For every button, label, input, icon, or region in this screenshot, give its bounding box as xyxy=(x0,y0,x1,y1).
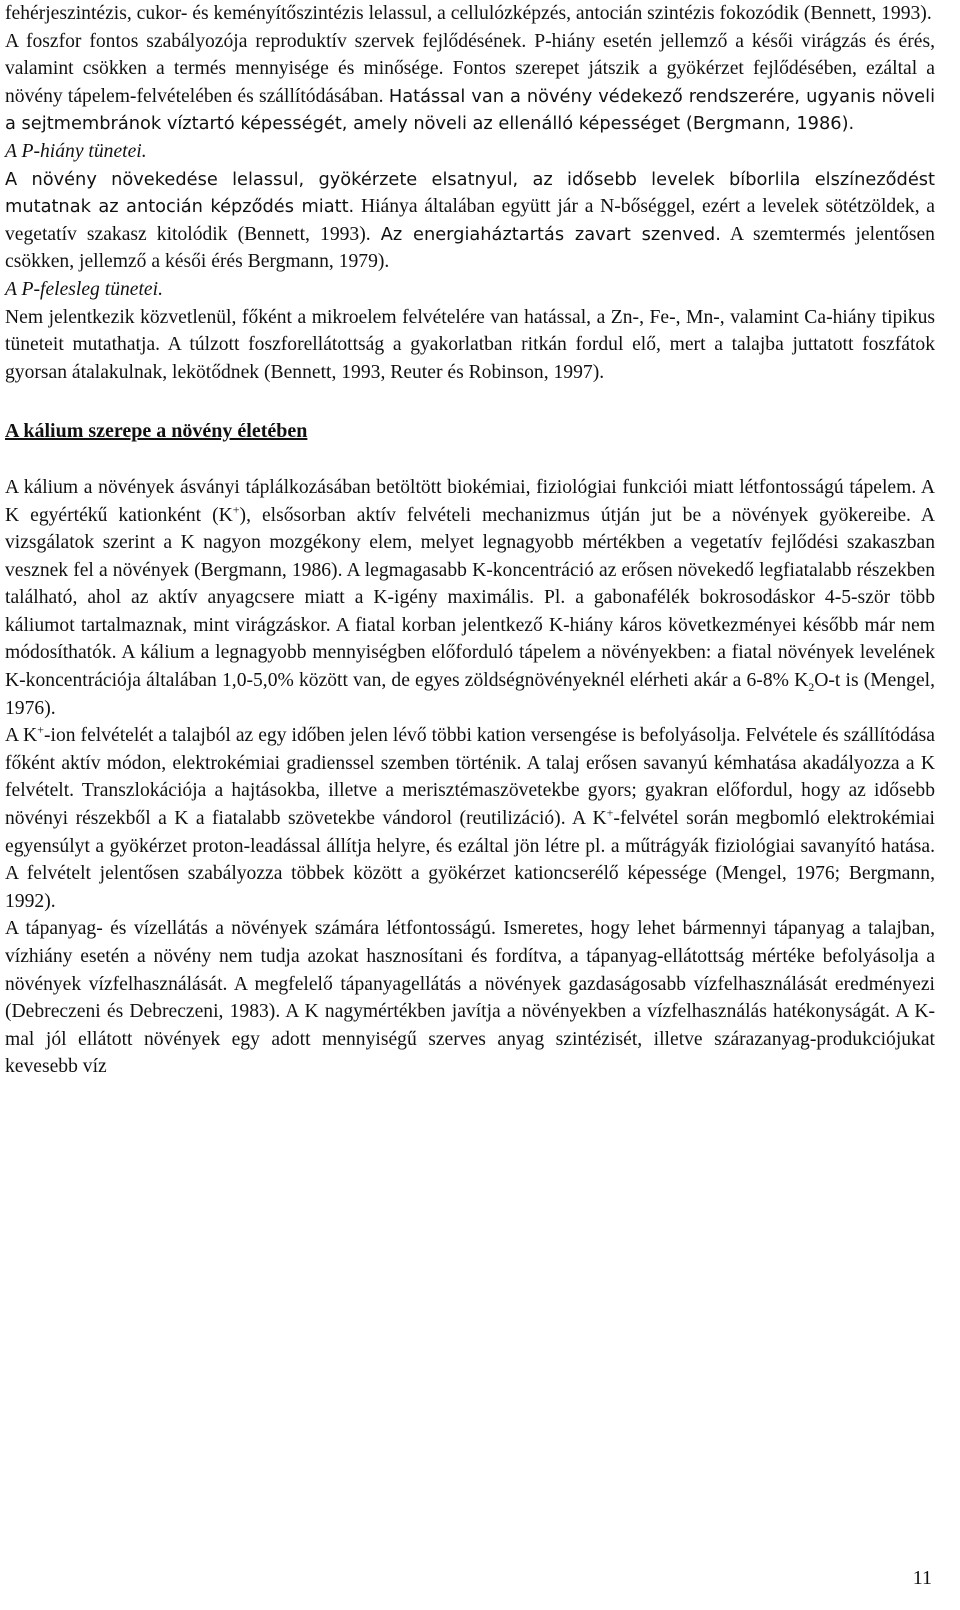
text-run: A tápanyag- és vízellátás a növények számára létfontosságú. Ismeretes, hogy lehet bármennyi tápanyag a talajban, vízhiány esetén a növény nem tudja azokat hasznosítani és fordítva, a tápanyag-ellátottság mértéke befolyásolja a növények vízfelhasználását. A megfelelő tápanyagellátás a növények gazdaságosabb vízfelhasználását eredményezi (Debreczeni és Debreczeni, 1983). A K nagymértékben javítja a növényekben a vízfelhasználás hatékonyságát. A K-mal jól ellátott növények egy adott mennyiségű szerves anyag szintézisét, illetve szárazanyag-produkciójukat kevesebb víz xyxy=(5,918,935,1078)
text-run: O-t is (Mengel, 1976). xyxy=(5,670,935,719)
paragraph-p-excess xyxy=(5,304,935,387)
text-run: A P-hiány tünetei. xyxy=(5,140,147,162)
text-run: fehérjeszintézis, cukor- és keményítőszintézis lelassul, a cellulózképzés, antocián szintézis fokozódik (Bennett, 1993). xyxy=(5,3,932,24)
text-run: A K xyxy=(5,725,38,747)
paragraph-p-deficiency xyxy=(5,166,935,276)
document-page xyxy=(5,0,935,1081)
paragraph-water-nutrient xyxy=(5,915,935,1081)
subheading-p-deficiency xyxy=(5,138,935,166)
section-heading: A kálium szerepe a növény életében xyxy=(5,420,308,443)
text-run: A kálium a növények ásványi táplálkozásában betöltött biokémiai, fiziológiai funkciói miatt létfontosságú tápelem. A K egyértékű kationként (K xyxy=(5,476,935,526)
text-run: A növény növekedése lelassul, gyökérzete elsatnyul, az idősebb levelek bíborlila elszíneződést mutatnak az antocián képződés miatt. xyxy=(5,168,935,218)
paragraph-potassium-uptake xyxy=(5,722,935,915)
spacer xyxy=(5,446,935,474)
text-run: Az energiaháztartás zavart szenved. xyxy=(380,223,721,245)
text-run: -felvétel során megbomló elektrokémiai egyensúlyt a gyökérzet proton-leadással állítja helyre, és ezáltal jön létre pl. a műtrágyák fiziológiai savanyító hatása. A felvételt jelentősen szabályozza többek között a gyökérzet kationcserélő képessége (Mengel, 1976; Bergmann, 1992). xyxy=(5,808,935,912)
text-run: Nem jelentkezik közvetlenül, főként a mikroelem felvételére van hatással, a Zn-, Fe-, Mn-, valamint Ca-hiány tipikus tüneteit mutathatja. A túlzott foszforellátottság a gyakorlatban ritkán fordul elő, mert a talajba juttatott foszfátok gyorsan átalakulnak, lekötődnek (Bennett, 1993, Reuter és Robinson, 1997). xyxy=(5,306,935,383)
paragraph-potassium-role xyxy=(5,474,935,722)
text-run: A szemtermés jelentősen csökken, jellemző a késői érés Bergmann, 1979). xyxy=(5,223,935,273)
text-run: A P-felesleg tünetei. xyxy=(5,278,163,300)
paragraph-phosphorus-effects xyxy=(5,0,935,138)
superscript: + xyxy=(606,805,614,820)
text-run: Hiánya általában együtt jár a N-bőséggel, ezért a levelek sötétzöldek, a vegetatív szakasz kitolódik (Bennett, 1993). xyxy=(5,196,936,245)
subscript: 2 xyxy=(808,679,815,694)
text-run: -ion felvételét a talajból az egy időben jelen lévő többi kation versengése is befolyásolja. Felvétele és szállítódása főként aktív módon, elektrokémiai gradienssel szemben történik. A talaj erősen savanyú kémhatása akadályozza a K felvételt. Transzlokációja a hajtásokba, illetve a merisztémaszövetekbe gyors; gyakran előfordul, hogy az idősebb növényi részekből a K a fiatalabb szövetekbe vándorol (reutilizáció). A K xyxy=(5,725,935,830)
text-run: ), elsősorban aktív felvételi mechanizmus útján jut be a növények gyökereibe. A vizsgálatok szerint a K nagyon mozgékony elem, melyet legnagyobb mértékben a vegetatív fejlődési szakaszban vesznek fel a növények (Bergmann, 1986). A legmagasabb K-koncentráció az erősen növekedő legfiatalabb részekben található, ahol az aktív anyagcsere miatt a K-igény maximális. Pl. a gabonafélék bokrosodáskor 4-5-ször több káliumot tartalmaznak, mint virágzáskor. A fiatal korban jelentkező K-hiány káros következményei később már nem módosíthatók. A kálium a legnagyobb mennyiségben előforduló tápelem a növényekben: a fiatal növények levelének K-koncentrációja általában 1,0-5,0% között van, de egyes zöldségnövényeknél elérheti akár a 6-8% K xyxy=(5,504,936,692)
superscript: + xyxy=(232,501,240,516)
page-number: 11 xyxy=(912,1567,932,1589)
text-run: A foszfor fontos szabályozója reproduktív szervek fejlődésének. P-hiány esetén jellemző a késői virágzás és érés, valamint csökken a termés mennyisége és minősége. Fontos szerepet játszik a gyökérzet fejlődésében, ezáltal a növény tápelem-felvételében és szállítódásában. xyxy=(5,30,935,107)
text-run: Hatással van a növény védekező rendszerére, ugyanis növeli a sejtmembránok víztartó képességét, amely növeli az ellenálló képességet (Bergmann, 1986). xyxy=(5,85,936,135)
subheading-p-excess xyxy=(5,276,935,304)
superscript: + xyxy=(37,722,44,737)
